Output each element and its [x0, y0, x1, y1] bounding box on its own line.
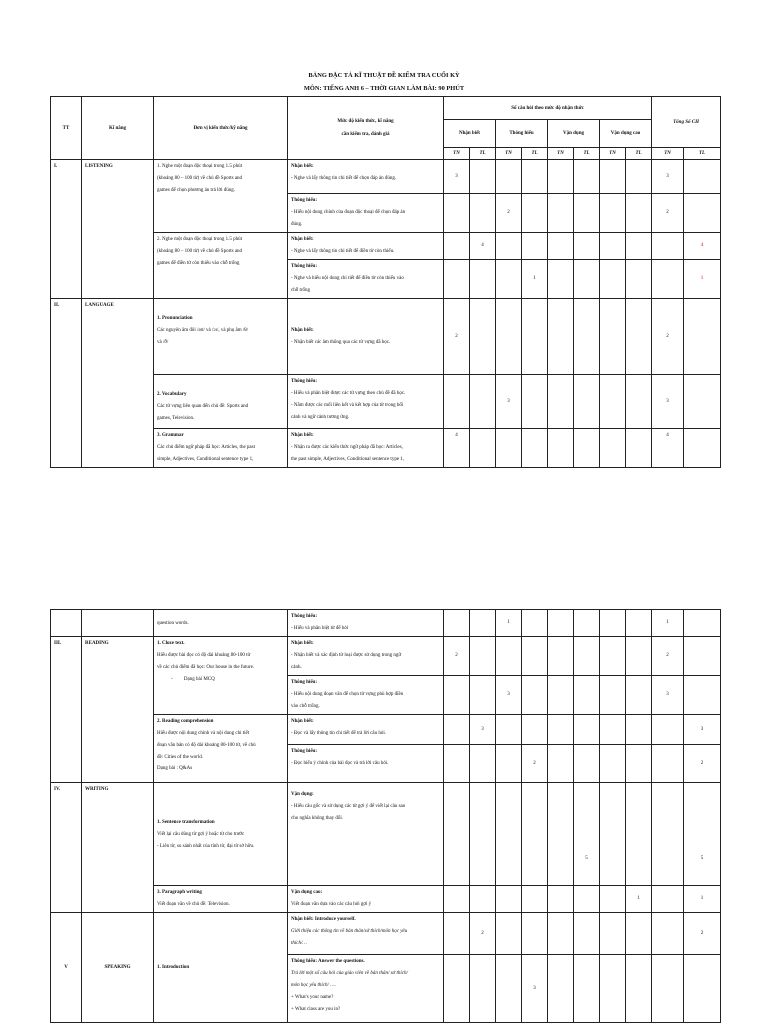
total-cell: 5 [684, 783, 721, 886]
row-tt: III. [51, 637, 82, 783]
unit-bullet-line [157, 674, 284, 686]
count-cell: 2 [444, 299, 470, 375]
level-cell [288, 783, 444, 886]
level-desc: - Nghe và hiểu nội dung chi tiết để điền từ còn thiếu vào [291, 276, 404, 281]
level-cell [288, 610, 444, 637]
level-desc: - Nghe và lấy thông tin chi tiết để chọn đáp án đúng. [291, 176, 397, 181]
unit-line: Viết đoạn văn về chủ đề: Television. [157, 902, 230, 907]
count-cell: 3 [470, 715, 496, 745]
row-skill: LISTENING [82, 160, 154, 299]
level-cell [288, 429, 444, 468]
unit-line: - Liên từ, so sánh nhất của tính từ, đại từ sở hữu. [157, 844, 255, 849]
header-tl: TL [522, 148, 548, 160]
total-cell: 3 [652, 676, 684, 715]
level-cell [288, 233, 444, 260]
header-tn: TN [652, 148, 684, 160]
spec-table-page2 [50, 609, 721, 1023]
level-desc: - Hiểu nội dung chính của đoạn độc thoại để chọn đáp án [291, 210, 406, 215]
level-cell [288, 676, 444, 715]
unit-cell [154, 610, 288, 637]
count-cell: 2 [470, 913, 496, 955]
level-label: Nhận biết: [291, 164, 314, 169]
total-cell: 2 [652, 299, 684, 375]
row-skill: SPEAKING [82, 913, 154, 1023]
level-cell [288, 194, 444, 233]
header-tl: TL [470, 148, 496, 160]
level-desc: - Hiểu câu gốc và sử dụng các từ gợi ý để viết lại câu sao [291, 804, 406, 809]
document-title: BẢNG ĐẶC TẢ KĨ THUẬT ĐỀ KIỂM TRA CUỐI KỲ [308, 72, 460, 79]
header-tn: TN [548, 148, 574, 160]
total-cell: 2 [652, 637, 684, 676]
header-apply: Vận dụng [548, 120, 600, 148]
level-desc: - Nắm được các mối liên kết và kết hợp của từ trong bối [291, 403, 404, 408]
unit-line: Các nguyên âm đôi /əʊ/ và /ɔɪ/, và phụ âm /θ/ [157, 328, 249, 333]
unit-line: (khoảng 80 – 100 từ) về chủ đề Sports and [157, 176, 243, 181]
unit-cell [154, 783, 288, 886]
unit-line: games, Television. [157, 416, 195, 421]
total-cell: 3 [652, 375, 684, 429]
count-cell: 1 [496, 610, 522, 637]
level-label: Vận dụng: [291, 792, 314, 797]
unit-line: 2. Nghe một đoạn độc thoại trong 1.5 phút [157, 237, 242, 242]
level-desc: chỗ trống [291, 288, 311, 293]
unit-cell [154, 637, 288, 715]
header-tt: TT [51, 97, 82, 160]
unit-title: 1. Pronunciation [157, 316, 193, 321]
document-subtitle: MÔN: TIẾNG ANH 6 – THỜI GIAN LÀM BÀI: 90 PHÚT [303, 85, 465, 92]
count-cell: 1 [626, 886, 652, 913]
header-level-desc-line2: cần kiểm tra, đánh giá [341, 132, 390, 137]
count-cell: 1 [522, 260, 548, 299]
level-label: Nhận biết: [291, 719, 314, 724]
level-desc: - Nhận biết các âm thông qua các từ vựng đã học. [291, 339, 391, 345]
level-label: Thông hiểu: Answer the questions. [291, 959, 365, 964]
unit-title: 2. Vocabulary [157, 392, 187, 397]
unit-line: simple, Adjectives, Conditional sentence type 1, [157, 457, 254, 462]
level-desc: - Nhận ra được các kiến thức ngữ pháp đã học: Articles, [291, 445, 403, 450]
count-cell: 5 [574, 783, 600, 886]
level-label: Vận dụng cao: [291, 890, 323, 895]
level-label: Thông hiểu: [291, 264, 317, 269]
level-label: Thông hiểu: [291, 680, 317, 685]
unit-title: 3. Paragraph writing [157, 890, 202, 895]
unit-line: Viết lại câu dùng từ gợi ý hoặc từ cho trước [157, 832, 245, 837]
row-tt: V [51, 913, 82, 1023]
level-cell [288, 375, 444, 429]
row-tt: IV. [51, 783, 82, 913]
total-cell: 4 [684, 233, 721, 260]
unit-cell [154, 429, 288, 468]
level-cell [288, 913, 444, 955]
level-desc: Viết đoạn văn dựa vào các câu hỏi gợi ý [291, 902, 372, 907]
level-desc: - Đọc và lấy thông tin chi tiết để trả lời câu hỏi. [291, 731, 386, 736]
level-label: Nhận biết: Introduce yourself. [291, 917, 356, 922]
level-label: Thông hiểu: [291, 198, 317, 203]
level-cell [288, 160, 444, 194]
spec-table-page1 [50, 96, 721, 468]
header-tn: TN [600, 148, 626, 160]
header-apply-high: Vận dụng cao [600, 120, 652, 148]
level-desc: - Đọc hiểu ý chính của bài đọc và trả lời câu hỏi. [291, 761, 389, 766]
header-level-desc [288, 97, 444, 160]
level-desc: - Hiểu nội dung đoạn văn để chọn từ vựng phù hợp điền [291, 692, 404, 697]
unit-title: 1. Sentence transformation [157, 820, 215, 825]
level-cell [288, 260, 444, 299]
level-desc: vào chỗ trống. [291, 704, 320, 709]
level-desc: đúng. [291, 222, 303, 227]
total-cell: 3 [684, 715, 721, 745]
unit-cell [154, 715, 288, 783]
unit-title: 1. Introduction [157, 964, 190, 970]
level-desc: the past simple, Adjectives, Conditional sentence type 1, [291, 457, 405, 462]
header-tn: TN [496, 148, 522, 160]
unit-line: Hiểu được bài đọc có độ dài khoảng 80-100 từ [157, 653, 251, 658]
unit-line: Dạng bài MCQ [183, 677, 215, 682]
count-cell: 3 [496, 676, 522, 715]
row-skill: WRITING [82, 783, 154, 913]
count-cell: 3 [444, 160, 470, 194]
header-num-questions: Số câu hỏi theo mức độ nhận thức [444, 97, 652, 120]
unit-line: đề: Cities of the world. [157, 755, 203, 760]
level-desc: cho nghĩa không thay đổi. [291, 816, 344, 821]
unit-line: games để điền từ còn thiếu vào chỗ trống [157, 261, 240, 266]
count-cell: 3 [522, 955, 548, 1023]
header-tl: TL [626, 148, 652, 160]
unit-cell [154, 913, 288, 1023]
unit-line: Các từ vựng liên quan đến chủ đề: Sports and [157, 404, 249, 409]
unit-cell [154, 375, 288, 429]
count-cell: 2 [496, 194, 522, 233]
bullet: - [171, 677, 173, 682]
count-cell: 2 [444, 637, 470, 676]
total-cell: 2 [652, 194, 684, 233]
level-label: Thông hiểu: [291, 749, 317, 754]
level-cell [288, 745, 444, 783]
level-desc: + What class are you in? [291, 1007, 341, 1012]
level-desc: cảnh. [291, 665, 302, 670]
count-cell: 2 [522, 745, 548, 783]
unit-line: và /ð/ [157, 340, 169, 345]
total-cell: 1 [684, 886, 721, 913]
total-cell: 2 [684, 745, 721, 783]
level-label: Nhận biết: [291, 237, 314, 242]
unit-title: 1. Cloze text. [157, 641, 185, 646]
unit-title: 2. Reading comprehension [157, 719, 214, 724]
header-recognize: Nhận biết [444, 120, 496, 148]
header-total: Tổng Số CH [652, 97, 721, 148]
level-cell [288, 715, 444, 745]
level-desc: Trả lời một số câu hỏi của giáo viên về bản thân/ sở thích/ [291, 971, 408, 976]
level-desc: môn học yêu thích/ …. [291, 983, 336, 988]
header-unit: Đơn vị kiến thức/kỹ năng [154, 97, 288, 160]
total-cell: 1 [652, 610, 684, 637]
header-understand: Thông hiểu [496, 120, 548, 148]
total-cell: 2 [684, 913, 721, 955]
unit-line: Các chủ điểm ngữ pháp đã học: Articles, the past [157, 445, 255, 450]
count-cell: 4 [470, 233, 496, 260]
level-label: Thông hiểu: [291, 614, 317, 619]
level-desc: - Hiểu và phân biệt từ để hỏi [291, 626, 349, 631]
unit-line: Dạng bài : Q&As [157, 766, 193, 771]
header-level-desc-line1: Mức độ kiến thức, kĩ năng [337, 119, 394, 124]
unit-line: games để chọn phương án trả lời đúng. [157, 188, 235, 193]
unit-line: 1. Nghe một đoạn độc thoại trong 1.5 phút [157, 164, 242, 169]
unit-cell [154, 886, 288, 913]
row-tt: I. [51, 160, 82, 299]
count-cell: 3 [496, 375, 522, 429]
unit-line: về các chủ điểm đã học: Our house in the future. [157, 665, 255, 670]
row-tt: II. [51, 299, 82, 468]
level-desc: - Nhận biết và xác định từ loại được sử dụng trong ngữ [291, 653, 402, 658]
unit-line: (khoảng 80 – 100 từ) về chủ đề Sports and [157, 249, 243, 254]
header-skill: Kĩ năng [82, 97, 154, 160]
row-skill: LANGUAGE [82, 299, 154, 468]
unit-line: đoạn văn bản có độ dài khoảng 80-100 từ, về chủ [157, 743, 256, 748]
level-desc: cảnh và ngữ cảnh tương ứng. [291, 415, 350, 420]
level-desc: - Nghe và lấy thông tin chi tiết để điền từ còn thiếu. [291, 249, 395, 254]
header-tl: TL [574, 148, 600, 160]
level-cell [288, 886, 444, 913]
unit-line: question words. [157, 621, 189, 626]
level-desc: thích/… [291, 941, 307, 946]
level-label: Thông hiểu: [291, 379, 317, 384]
count-cell: 4 [444, 429, 470, 468]
unit-cell [154, 160, 288, 233]
level-label: Nhận biết: [291, 433, 314, 438]
level-cell [288, 637, 444, 676]
total-cell: 3 [652, 160, 684, 194]
header-tn: TN [444, 148, 470, 160]
level-desc: - Hiểu và phân biệt được các từ vựng theo chủ đề đã học. [291, 391, 406, 396]
level-desc: Giới thiệu các thông tin về bản thân/sở thích/môn học yêu [291, 929, 408, 934]
level-label: Nhận biết: [291, 327, 314, 333]
total-cell: 1 [684, 260, 721, 299]
total-cell: 4 [652, 429, 684, 468]
unit-cell [154, 233, 288, 299]
unit-title: 3. Grammar [157, 433, 184, 438]
level-cell [288, 299, 444, 375]
level-cell [288, 955, 444, 1023]
unit-line: Hiểu được nội dung chính và nội dung chi tiết [157, 731, 250, 736]
unit-cell [154, 299, 288, 375]
level-label: Nhận biết: [291, 641, 314, 646]
level-desc: + What's your name? [291, 995, 334, 1000]
row-skill: READING [82, 637, 154, 783]
header-tl: TL [684, 148, 721, 160]
